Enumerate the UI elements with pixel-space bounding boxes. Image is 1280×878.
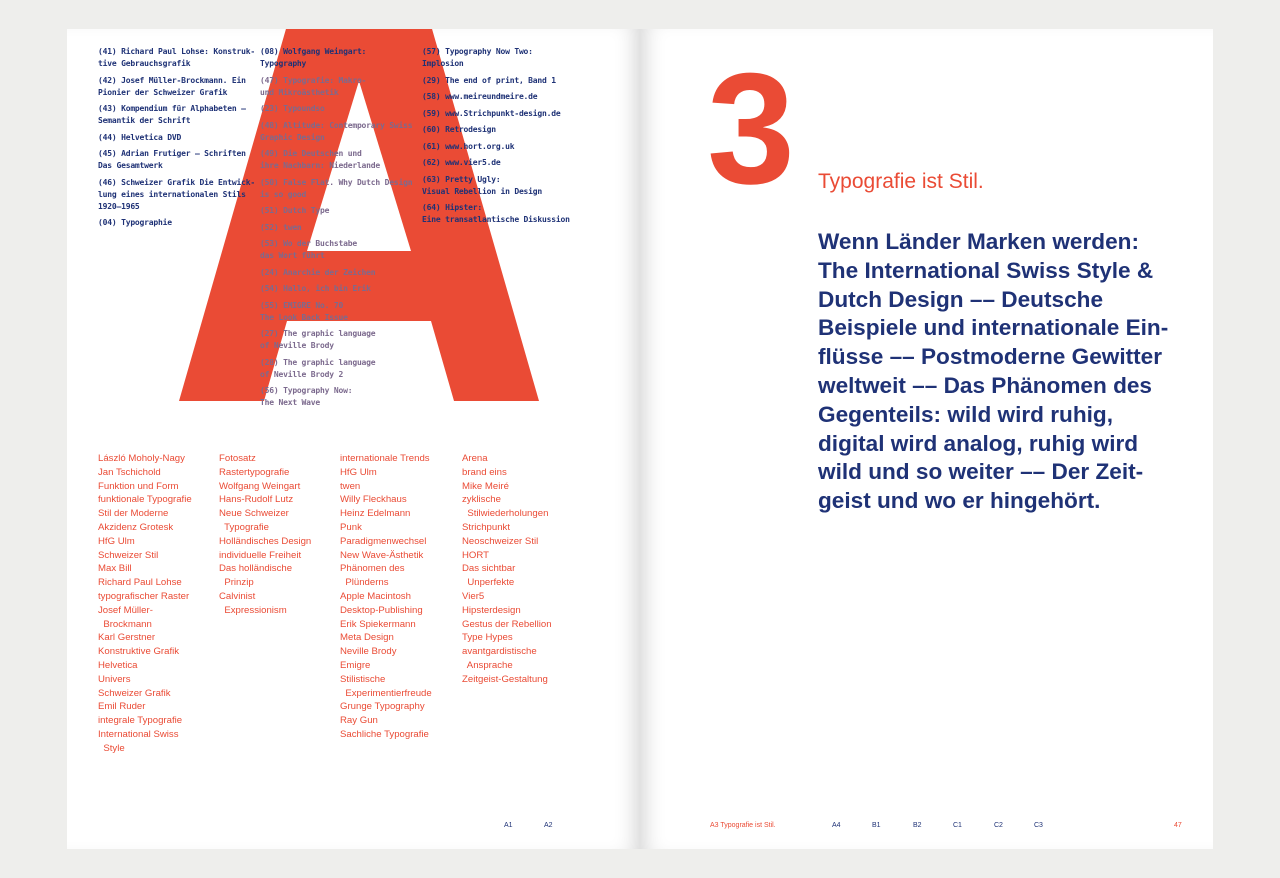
keyword: Josef Müller- xyxy=(98,604,153,616)
reference-item: (50) False Flat. Why Dutch Design is so good xyxy=(260,177,413,199)
keyword: Stilistische xyxy=(340,673,386,685)
keyword: Calvinist xyxy=(219,590,256,602)
keyword: Punk xyxy=(340,521,362,533)
footer-nav-c1: C1 xyxy=(953,822,962,829)
reference-item: (63) Pretty Ugly: Visual Rebellion in Design xyxy=(422,174,543,196)
reference-item: (43) Kompendium für Alphabeten – Semantik der Schrift xyxy=(98,104,246,125)
reference-item: (44) Helvetica DVD xyxy=(98,132,182,142)
chapter-title: Typografie ist Stil. xyxy=(818,170,984,193)
reference-item: (29) The end of print, Band 1 xyxy=(422,75,556,85)
keyword: Paradigmenwechsel xyxy=(340,535,427,547)
reference-item: (28) The graphic language of Neville Brody 2 xyxy=(260,357,376,379)
keyword: Emil Ruder xyxy=(98,701,146,713)
keyword: HfG Ulm xyxy=(98,535,135,547)
intro-line: flüsse –– Postmoderne Gewitter xyxy=(818,344,1163,370)
reference-item: (49) Die Deutschen und ihre Nachbarn: Niederlande xyxy=(260,149,381,170)
keyword: Holländisches Design xyxy=(219,535,312,547)
reference-column-3 xyxy=(422,46,632,231)
intro-line: Gegenteils: wild wird ruhig, xyxy=(818,401,1113,427)
keyword: Meta Design xyxy=(340,632,394,644)
keyword: Das holländische xyxy=(219,563,293,575)
intro-line: digital wird analog, ruhig wird xyxy=(818,430,1139,456)
keyword: Typografie xyxy=(219,521,269,533)
reference-item: (57) Typography Now Two: Implosion xyxy=(422,47,533,68)
reference-item: (27) The graphic language of Neville Brody xyxy=(260,329,376,350)
keyword-column-3 xyxy=(340,452,432,742)
keyword: Experimentierfreude xyxy=(340,687,432,699)
keyword: Richard Paul Lohse xyxy=(98,577,182,589)
keyword: Grunge Typography xyxy=(340,701,425,713)
keyword: László Moholy-Nagy xyxy=(98,453,185,464)
keyword: Stilwiederholungen xyxy=(462,508,549,520)
footer-nav-b2: B2 xyxy=(913,822,922,829)
book-spread xyxy=(67,29,1213,849)
reference-item: (64) Hipster: Eine transatlantische Diskussion xyxy=(422,203,570,224)
keyword: Hipsterdesign xyxy=(462,604,521,616)
keyword: HORT xyxy=(462,549,490,561)
intro-line: Wenn Länder Marken werden: xyxy=(818,229,1139,254)
keyword: Schweizer Stil xyxy=(98,549,159,561)
keyword: Jan Tschichold xyxy=(98,466,161,478)
reference-item: (51) Dutch Type xyxy=(260,206,330,215)
keyword: Sachliche Typografie xyxy=(340,728,429,740)
reference-item: (23) Typoundso xyxy=(260,104,325,113)
keyword: Brockmann xyxy=(98,618,152,630)
keyword: Max Bill xyxy=(98,563,132,575)
keyword: Zeitgeist-Gestaltung xyxy=(462,673,548,685)
keyword: Konstruktive Grafik xyxy=(98,646,180,658)
reference-column-2 xyxy=(260,46,420,414)
reference-item: (60) Retrodesign xyxy=(422,125,496,134)
keyword: Phänomen des xyxy=(340,563,405,575)
keyword: Erik Spiekermann xyxy=(340,618,416,630)
keyword: Desktop-Publishing xyxy=(340,604,423,616)
footer-nav-c2: C2 xyxy=(994,822,1003,829)
keyword: brand eins xyxy=(462,466,507,478)
keyword: twen xyxy=(340,480,361,492)
left-page xyxy=(67,29,640,849)
footer-nav-a4: A4 xyxy=(832,822,841,829)
keyword-column-1 xyxy=(98,452,192,756)
keyword: International Swiss xyxy=(98,728,179,740)
chapter-intro xyxy=(818,228,1203,516)
reference-item: (42) Josef Müller-Brockmann. Ein Pionier der Schweizer Grafik xyxy=(98,75,246,97)
intro-line: The International Swiss Style & xyxy=(818,257,1154,283)
keyword: Univers xyxy=(98,673,131,685)
keyword: New Wave-Ästhetik xyxy=(340,549,424,561)
reference-item: (54) Hallo, ich bin Erik xyxy=(260,284,371,293)
reference-column-1 xyxy=(98,46,258,234)
reference-item: (45) Adrian Frutiger – Schriften Das Gesamtwerk xyxy=(98,149,246,170)
keyword: Expressionism xyxy=(219,604,287,616)
keyword: Karl Gerstner xyxy=(98,632,156,644)
keyword: Neue Schweizer xyxy=(219,508,289,520)
keyword: funktionale Typografie xyxy=(98,494,192,506)
keyword: Plünderns xyxy=(340,577,389,589)
footer-nav-a1: A1 xyxy=(504,822,513,829)
keyword: Schweizer Grafik xyxy=(98,687,171,699)
page-number: 47 xyxy=(1174,822,1182,829)
reference-item: (59) www.Strichpunkt-design.de xyxy=(422,108,561,118)
reference-item: (46) Schweizer Grafik Die Entwick- lung eines internationalen Stils 1920–1965 xyxy=(98,177,255,211)
keyword: internationale Trends xyxy=(340,453,430,464)
intro-line: weltweit –– Das Phänomen des xyxy=(818,372,1152,398)
reference-item: (52) twen xyxy=(260,222,302,232)
intro-line: Dutch Design –– Deutsche xyxy=(818,286,1104,312)
reference-item: (55) EMIGRE No. 70 The Look Back Issue xyxy=(260,300,348,322)
keyword: Strichpunkt xyxy=(462,521,510,533)
keyword: Neoschweizer Stil xyxy=(462,535,539,547)
keyword: Prinzip xyxy=(219,577,254,589)
keyword: Willy Fleckhaus xyxy=(340,494,407,506)
intro-line: Beispiele und internationale Ein- xyxy=(818,315,1169,341)
keyword: Heinz Edelmann xyxy=(340,508,411,520)
intro-line: geist und wo er hingehört. xyxy=(818,488,1101,514)
keyword: Emigre xyxy=(340,659,371,671)
reference-item: (56) Typography Now: The Next Wave xyxy=(260,386,353,407)
keyword: individuelle Freiheit xyxy=(219,549,302,561)
keyword: Wolfgang Weingart xyxy=(219,480,301,492)
keyword: Neville Brody xyxy=(340,646,397,658)
keyword: Fotosatz xyxy=(219,453,256,464)
reference-item: (24) Anarchie der Zeichen xyxy=(260,267,376,277)
footer-nav-b1: B1 xyxy=(872,822,881,829)
reference-item: (58) www.meireundmeire.de xyxy=(422,92,538,101)
keyword: Arena xyxy=(462,453,488,464)
reference-item: (48) Altitude: Contemporary Swiss Graphic Design xyxy=(260,120,413,142)
keyword: Mike Meiré xyxy=(462,480,509,492)
keyword-column-2 xyxy=(219,452,311,618)
keyword: typografischer Raster xyxy=(98,590,190,602)
reference-item: (04) Typographie xyxy=(98,218,172,227)
keyword: Gestus der Rebellion xyxy=(462,618,552,630)
keyword: Hans-Rudolf Lutz xyxy=(219,494,294,506)
keyword-column-4 xyxy=(462,452,552,687)
keyword: Ansprache xyxy=(462,659,513,671)
keyword: zyklische xyxy=(462,494,501,506)
keyword: Type Hypes xyxy=(462,632,513,644)
keyword: Apple Macintosh xyxy=(340,590,411,602)
keyword: HfG Ulm xyxy=(340,466,377,478)
reference-item: (41) Richard Paul Lohse: Konstruk- tive Gebrauchsgrafik xyxy=(98,47,255,68)
reference-item: (62) www.vier5.de xyxy=(422,158,501,167)
keyword: Unperfekte xyxy=(462,577,515,589)
reference-item: (61) www.hort.org.uk xyxy=(422,141,515,151)
keyword: Ray Gun xyxy=(340,715,378,727)
keyword: Rastertypografie xyxy=(219,466,290,478)
keyword: Vier5 xyxy=(462,590,485,602)
keyword: Stil der Moderne xyxy=(98,508,169,520)
intro-line: wild und so weiter –– Der Zeit- xyxy=(818,459,1144,485)
keyword: Akzidenz Grotesk xyxy=(98,521,174,533)
footer-nav-a2: A2 xyxy=(544,822,553,829)
keyword: Das sichtbar xyxy=(462,563,516,575)
reference-item: (47) Typografie: Makro- und Mikroästhetik xyxy=(260,75,367,97)
keyword: Style xyxy=(98,742,125,754)
footer-nav-c3: C3 xyxy=(1034,822,1043,829)
keyword: integrale Typografie xyxy=(98,715,183,727)
footer-section-label: A3 Typografie ist Stil. xyxy=(710,822,776,829)
reference-item: (08) Wolfgang Weingart: Typography xyxy=(260,47,367,68)
chapter-number: 3 xyxy=(707,41,789,217)
keyword: avantgardistische xyxy=(462,646,537,658)
keyword: Helvetica xyxy=(98,659,138,671)
keyword: Funktion und Form xyxy=(98,480,179,492)
reference-item: (53) Wo der Buchstabe das Wort führt xyxy=(260,239,357,260)
